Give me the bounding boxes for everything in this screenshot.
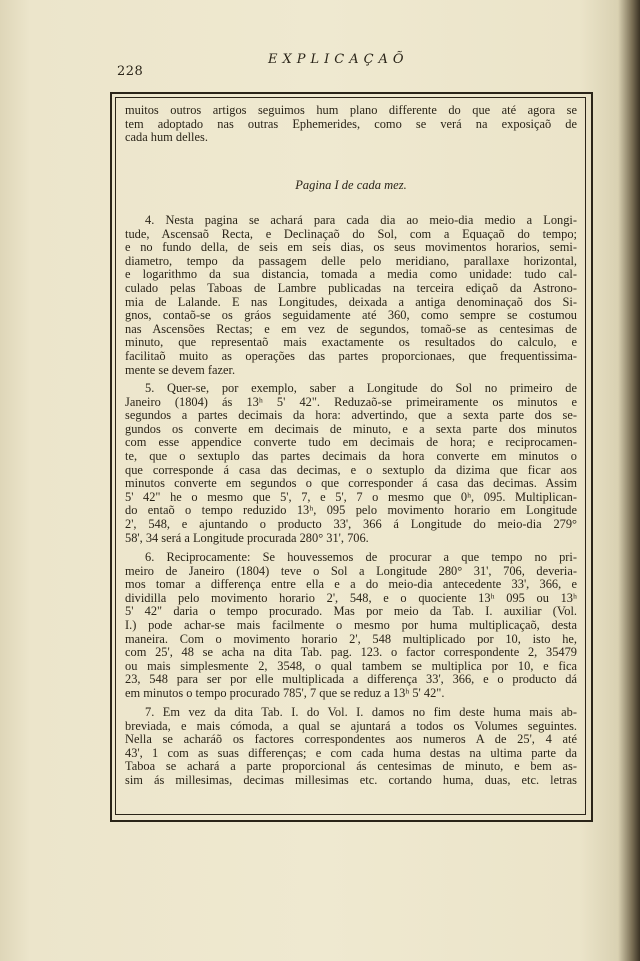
text-line: com esse appendice converte tudo em decimais de hora; e reciprocamen- — [125, 436, 577, 450]
text-line: 6. Reciprocamente: Se houvessemos de procurar a que tempo no pri- — [145, 551, 577, 564]
text-line: 58', 34 será a Longitude procurada 280° 31', 706. — [125, 531, 369, 545]
text-line: 5' 42" he o mesmo que 5', 7, e 5', 7 o mesmo que 0ʰ, 095. Multiplican- — [125, 490, 577, 504]
text-line: tem adoptado nas outras Ephemerides, como se verá na exposiçaõ de — [125, 117, 577, 131]
text-line: Janeiro (1804) ás 13ʰ 5' 42". Reduzaõ-se primeiramente os minutos e — [125, 395, 577, 409]
text-line: 7. Em vez da dita Tab. I. do Vol. I. damos no fim deste huma mais ab- — [145, 706, 577, 719]
page-number: 228 — [117, 64, 144, 79]
paragraph-4 — [125, 214, 577, 377]
text-line: 4. Nesta pagina se achará para cada dia ao meio-dia medio a Longi- — [145, 214, 577, 227]
text-line: diametro, tempo da passagem delle pelo meridiano, parallaxe horizontal, — [125, 254, 577, 268]
text-line: ou mais simplesmente 2, 3548, o qual tambem se multiplica por 10, e fica — [125, 659, 577, 673]
text-line: gnos, contaõ-se os gráos seguidamente até 360, como sempre se costumou — [125, 309, 577, 323]
text-line: 43', 1 com as suas differenças; e com cada huma destas na ultima parte da — [125, 746, 577, 760]
running-title: EXPLICAÇAÕ — [268, 52, 409, 67]
text-line: I.) pode achar-se mais facilmente o mesmo por huma multiplicaçaõ, desta — [125, 618, 577, 632]
text-line: sim ás millesimas, decimas millesimas etc. cortando huma, duas, etc. letras — [125, 773, 577, 787]
text-line: segundos a partes decimais da hora: advertindo, que a sexta parte dos se- — [125, 409, 577, 423]
text-line: mia de Lalande. E nas Longitudes, deixada a antiga denominaçaõ dos Si- — [125, 295, 577, 309]
paragraph-7 — [125, 706, 577, 788]
text-line: Taboa se achará a parte proporcional ás centesimas de minuto, e bem as- — [125, 760, 577, 774]
text-line: muitos outros artigos seguimos hum plano differente do que até agora se — [125, 104, 577, 117]
text-line: minuto, que representaõ mais exactamente os resultados do calculo, e — [125, 336, 577, 350]
text-line: que corresponde á casa das decimas, e o sextuplo da dizima que ficar aos — [125, 463, 577, 477]
text-line: Nella se acharáõ os factores correspondentes aos numeros A de 25', 4 até — [125, 733, 577, 747]
text-line: 5. Quer-se, por exemplo, saber a Longitude do Sol no primeiro de — [145, 382, 577, 395]
text-line: te, que o sextuplo das partes decimais da hora converte em minutos o — [125, 449, 577, 463]
text-line: mente se devem fazer. — [125, 363, 236, 377]
paragraph-5 — [125, 382, 577, 545]
text-line: maneira. Com o movimento horario 2', 548 multiplicado por 10, isto he, — [125, 632, 577, 646]
text-line: com 25', 48 se acha na dita Tab. pag. 123. o factor correspondente 2, 35479 — [125, 646, 577, 660]
text-line: culado pelas Taboas de Lambre publicadas na terceira ediçaõ da Astrono- — [125, 281, 577, 295]
text-line: breviada, e mais cómoda, a qual se ajuntará a todos os Volumes seguintes. — [125, 719, 577, 733]
intro-paragraph — [125, 104, 577, 145]
text-line: e logarithmo da sua distancia, tomada a media como unidade: tudo cal- — [125, 268, 577, 282]
section-title: Pagina I de cada mez. — [295, 178, 407, 192]
text-line: tude, Ascensaõ Recta, e Declinaçaõ do Sol, com a Equaçaõ do tempo; — [125, 227, 577, 241]
text-line: mos tomar a differença entre ella e a do meio-dia antecedente 33', 366, e — [125, 578, 577, 592]
text-line: cada hum delles. — [125, 131, 208, 145]
text-line: 5' 42" daria o tempo procurado. Mas por meio da Tab. I. auxiliar (Vol. — [125, 605, 577, 619]
text-line: do entaõ o tempo reduzido 13ʰ, 095 pelo movimento horario em Longitude — [125, 504, 577, 518]
text-line: nas Ascensões Rectas; e em vez de segundos, tomaõ-se as centesimas de — [125, 322, 577, 336]
paragraph-6 — [125, 551, 577, 701]
text-line: e no fundo della, de seis em seis dias, os seus movimentos horarios, semi- — [125, 241, 577, 255]
text-line: 2', 548, e ajuntando o producto 33', 366 á Longitude do meio-dia 279° — [125, 517, 577, 531]
text-line: 23, 548 para ser por elle multiplicada a differença 33', 366, e o producto dá — [125, 673, 577, 687]
text-line: facilitaõ muito as operações das partes proporcionaes, que frequentissima- — [125, 349, 577, 363]
text-line: dividilla pelo movimento horario 2', 548, e o quociente 13ʰ 095 ou 13ʰ — [125, 591, 577, 605]
text-line: meiro de Janeiro (1804) teve o Sol a Longitude 280° 31', 706, deveria- — [125, 564, 577, 578]
text-line: em minutos o tempo procurado 785', 7 que se reduz a 13ʰ 5' 42". — [125, 686, 445, 700]
text-line: minutos converte em segundos o que corresponder á casa das decimas. Assim — [125, 477, 577, 491]
text-line: gundos os converte em decimais de minuto, e a sexta parte dos minutos — [125, 422, 577, 436]
